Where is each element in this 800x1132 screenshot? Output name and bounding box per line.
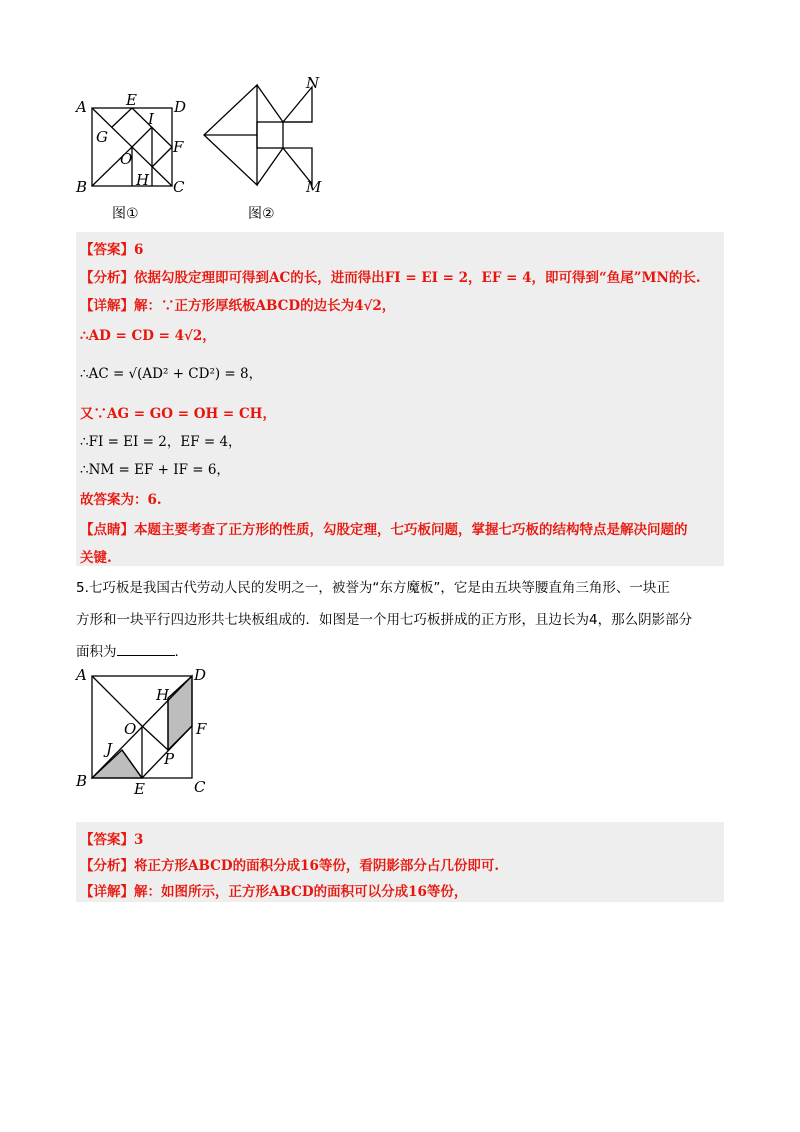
q4-detail-tag: 【详解】 <box>80 298 134 314</box>
q5-label-F: F <box>196 720 207 738</box>
q5-answer-blank <box>117 643 175 656</box>
fig1-label-H: H <box>136 171 150 189</box>
q5-answer-panel <box>76 822 724 902</box>
fig2-caption: 图② <box>248 206 275 222</box>
q4-analysis-tag: 【分析】 <box>80 270 134 286</box>
q4-detail-text-3: ∴AC = √(AD² + CD²) = 8， <box>80 366 263 382</box>
fig2-label-M: M <box>306 178 322 196</box>
q4-comment-tag: 【点睛】 <box>80 522 134 538</box>
q5-label-P: P <box>164 750 175 768</box>
q5-label-D: D <box>194 666 207 684</box>
q5-answer-value: 3 <box>134 832 144 848</box>
fig1-label-E: E <box>126 92 137 109</box>
q5-analysis-text: 将正方形ABCD的面积分成16等份，看阴影部分占几份即可. <box>134 858 500 874</box>
figure-2-fish-shape <box>196 72 326 224</box>
q4-comment-text-1: 本题主要考查了正方形的性质，勾股定理，七巧板问题，掌握七巧板的结构特点是解决问题的 <box>134 522 688 538</box>
q5-answer-tag: 【答案】 <box>80 832 134 848</box>
q4-analysis-line <box>80 266 701 286</box>
q4-detail-text-6: ∴NM = EF + IF = 6， <box>80 462 230 478</box>
fig1-label-C: C <box>173 178 185 196</box>
q4-comment-line-1 <box>80 518 688 538</box>
q4-detail-line-1 <box>80 294 395 314</box>
fig1-label-A: A <box>76 98 87 116</box>
q5-text-3-end: . <box>174 644 179 660</box>
q4-detail-line-7 <box>80 488 162 508</box>
q5-label-B: B <box>76 772 88 790</box>
fig1-label-F: F <box>173 138 184 156</box>
q5-label-H: H <box>156 686 170 704</box>
q5-tangram-figure <box>70 664 220 798</box>
fig1-label-I: I <box>148 110 154 128</box>
q5-analysis-tag: 【分析】 <box>80 858 134 874</box>
q5-label-A: A <box>76 666 87 684</box>
q4-answer-value: 6 <box>134 242 144 258</box>
q4-detail-text-1: 解：∵正方形厚纸板ABCD的边长为4√2， <box>134 298 396 314</box>
q5-detail-tag: 【详解】 <box>80 884 134 900</box>
q5-detail-line <box>80 880 467 900</box>
q4-detail-line-4 <box>80 402 276 422</box>
fig1-label-B: B <box>76 178 88 196</box>
q5-text-3: 面积为 <box>76 644 117 660</box>
q5-answer-line <box>80 828 143 848</box>
q4-analysis-text: 依据勾股定理即可得到AC的长，进而得出FI = EI = 2，EF = 4，即可得到“鱼尾”MN的长. <box>134 270 701 286</box>
q5-label-J: J <box>106 740 113 758</box>
q5-text-line-2: 方形和一块平行四边形共七块板组成的．如图是一个用七巧板拼成的正方形，且边长为4，那么阴影部分 <box>76 612 693 628</box>
q4-detail-line-6 <box>80 458 230 478</box>
q4-detail-text-2: ∴AD = CD = 4√2， <box>80 328 216 344</box>
q5-text-line-3 <box>76 640 179 660</box>
q4-comment-text-2: 关键. <box>80 550 112 566</box>
q4-answer-line <box>80 238 143 258</box>
q4-detail-line-2 <box>80 324 216 344</box>
q4-detail-text-7: 故答案为：6. <box>80 492 162 508</box>
q4-answer-panel <box>76 232 724 566</box>
q5-label-C: C <box>194 778 206 796</box>
q4-detail-text-4: 又∵AG = GO = OH = CH， <box>80 406 276 422</box>
q4-comment-line-2 <box>80 546 112 566</box>
fig1-label-O: O <box>120 150 133 168</box>
q4-answer-tag: 【答案】 <box>80 242 134 258</box>
q5-detail-text: 解：如图所示，正方形ABCD的面积可以分成16等份， <box>134 884 468 900</box>
q4-detail-line-5 <box>80 430 242 450</box>
fig1-label-G: G <box>96 128 108 146</box>
fig1-caption: 图① <box>112 206 139 222</box>
q4-detail-line-3 <box>80 362 262 382</box>
q5-analysis-line <box>80 854 499 874</box>
q5-label-E: E <box>134 780 145 798</box>
figure-1-tangram-square <box>70 92 200 224</box>
q5-label-O: O <box>124 720 137 738</box>
q4-detail-text-5: ∴FI = EI = 2，EF = 4， <box>80 434 242 450</box>
fig2-label-N: N <box>306 74 320 92</box>
fig1-label-D: D <box>174 98 187 116</box>
q5-text-line-1: 5.七巧板是我国古代劳动人民的发明之一，被誉为“东方魔板”，它是由五块等腰直角三角形、一块正 <box>76 580 670 596</box>
